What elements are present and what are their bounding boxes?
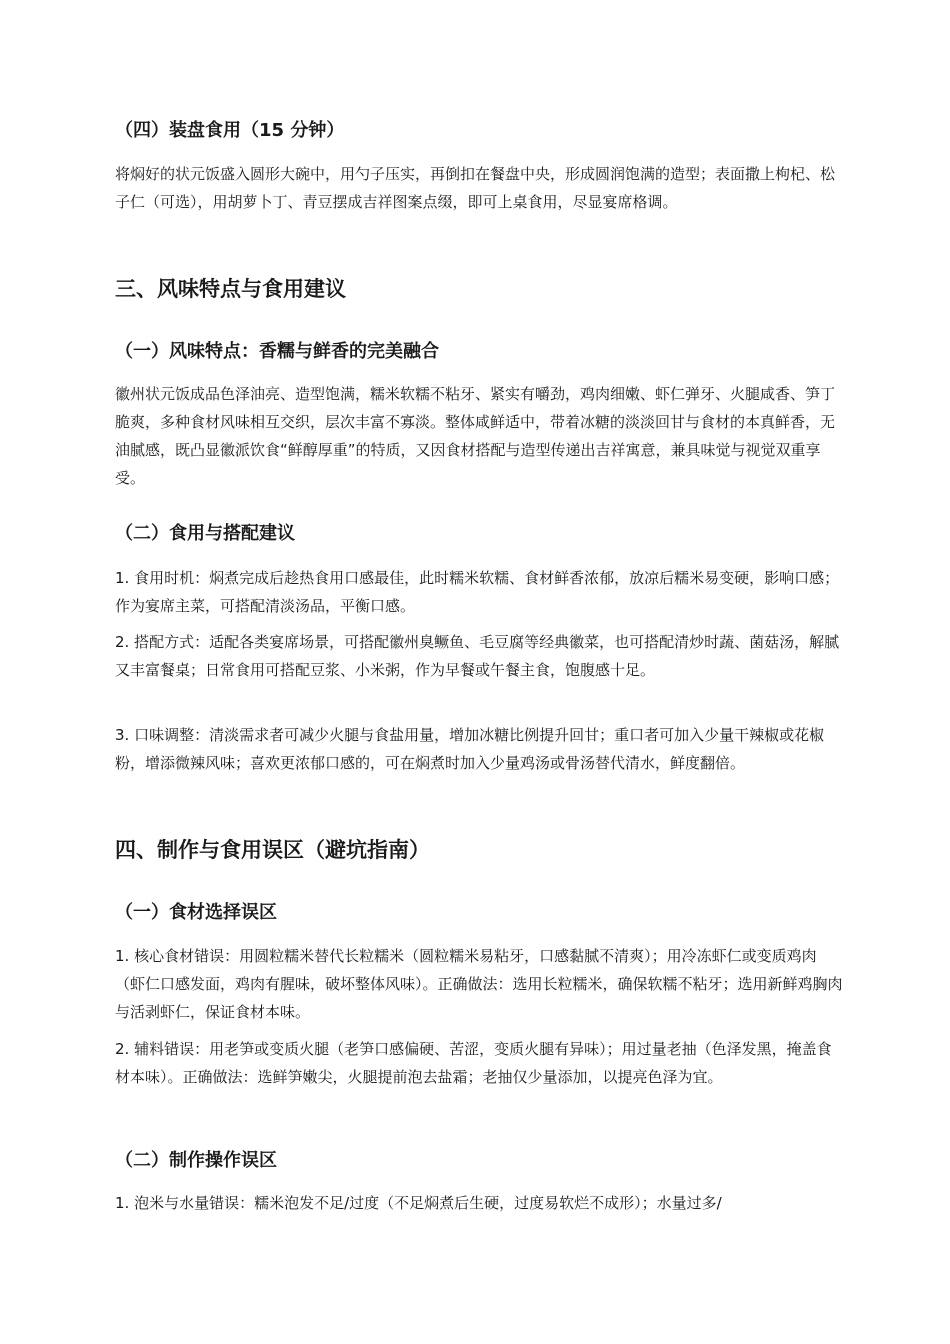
heading-flavor-section: 三、风味特点与食用建议 bbox=[115, 277, 346, 301]
list-item-core-ingredient-mistake: 1. 核心食材错误：用圆粒糯米替代长粒糯米（圆粒糯米易粘牙，口感黏腻不清爽）；用冷冻虾仁或变质鸡肉（虾仁口感发面，鸡肉有腥味，破坏整体风味）。正确做法：选用长粒糯米，确保软糯不粘牙；选用新鲜鸡胸肉与活剥虾仁，保证食材本味。 bbox=[115, 947, 843, 1021]
list-item-serving-timing: 1. 食用时机：焖煮完成后趁热食用口感最佳，此时糯米软糯、食材鲜香浓郁，放凉后糯米易变硬，影响口感；作为宴席主菜，可搭配清淡汤品，平衡口感。 bbox=[115, 569, 840, 615]
heading-mistakes-section: 四、制作与食用误区（避坑指南） bbox=[115, 838, 430, 862]
heading-serving-suggestions: （二）食用与搭配建议 bbox=[115, 523, 295, 544]
list-item-serving-pairing: 2. 搭配方式：适配各类宴席场景，可搭配徽州臭鳜鱼、毛豆腐等经典徽菜，也可搭配清炒时蔬、菌菇汤，解腻又丰富餐桌；日常食用可搭配豆浆、小米粥，作为早餐或午餐主食，饱腹感十足。 bbox=[115, 633, 840, 679]
heading-flavor-features: （一）风味特点：香糯与鲜香的完美融合 bbox=[115, 341, 439, 362]
heading-ingredient-mistakes: （一）食材选择误区 bbox=[115, 902, 277, 923]
heading-operation-mistakes: （二）制作操作误区 bbox=[115, 1150, 277, 1171]
heading-plating: （四）装盘食用（15 分钟） bbox=[115, 120, 345, 141]
list-item-auxiliary-mistake: 2. 辅料错误：用老笋或变质火腿（老笋口感偏硬、苦涩，变质火腿有异味）；用过量老抽（色泽发黑，掩盖食材本味）。正确做法：选鲜笋嫩尖，火腿提前泡去盐霜；老抽仅少量添加，以提亮色泽为宜。 bbox=[115, 1040, 832, 1086]
paragraph-flavor-features: 徽州状元饭成品色泽油亮、造型饱满，糯米软糯不粘牙、紧实有嚼劲，鸡肉细嫩、虾仁弹牙、火腿咸香、笋丁脆爽，多种食材风味相互交织，层次丰富不寡淡。整体咸鲜适中，带着冰糖的淡淡回甘与食材的本真鲜香，无油腻感，既凸显徽派饮食“鲜醇厚重”的特质，又因食材搭配与造型传递出吉祥寓意，兼具味觉与视觉双重享受。 bbox=[115, 385, 836, 487]
paragraph-plating: 将焖好的状元饭盛入圆形大碗中，用勺子压实，再倒扣在餐盘中央，形成圆润饱满的造型；表面撒上枸杞、松子仁（可选），用胡萝卜丁、青豆摆成吉祥图案点缀，即可上桌食用，尽显宴席格调。 bbox=[115, 165, 836, 211]
list-item-taste-adjustment: 3. 口味调整：清淡需求者可减少火腿与食盐用量，增加冰糖比例提升回甘；重口者可加入少量干辣椒或花椒粉，增添微辣风味；喜欢更浓郁口感的，可在焖煮时加入少量鸡汤或骨汤替代清水，鲜度翻倍。 bbox=[115, 726, 825, 772]
list-item-soaking-water-mistake: 1. 泡米与水量错误：糯米泡发不足/过度（不足焖煮后生硬，过度易软烂不成形）；水量过多/ bbox=[115, 1194, 722, 1212]
